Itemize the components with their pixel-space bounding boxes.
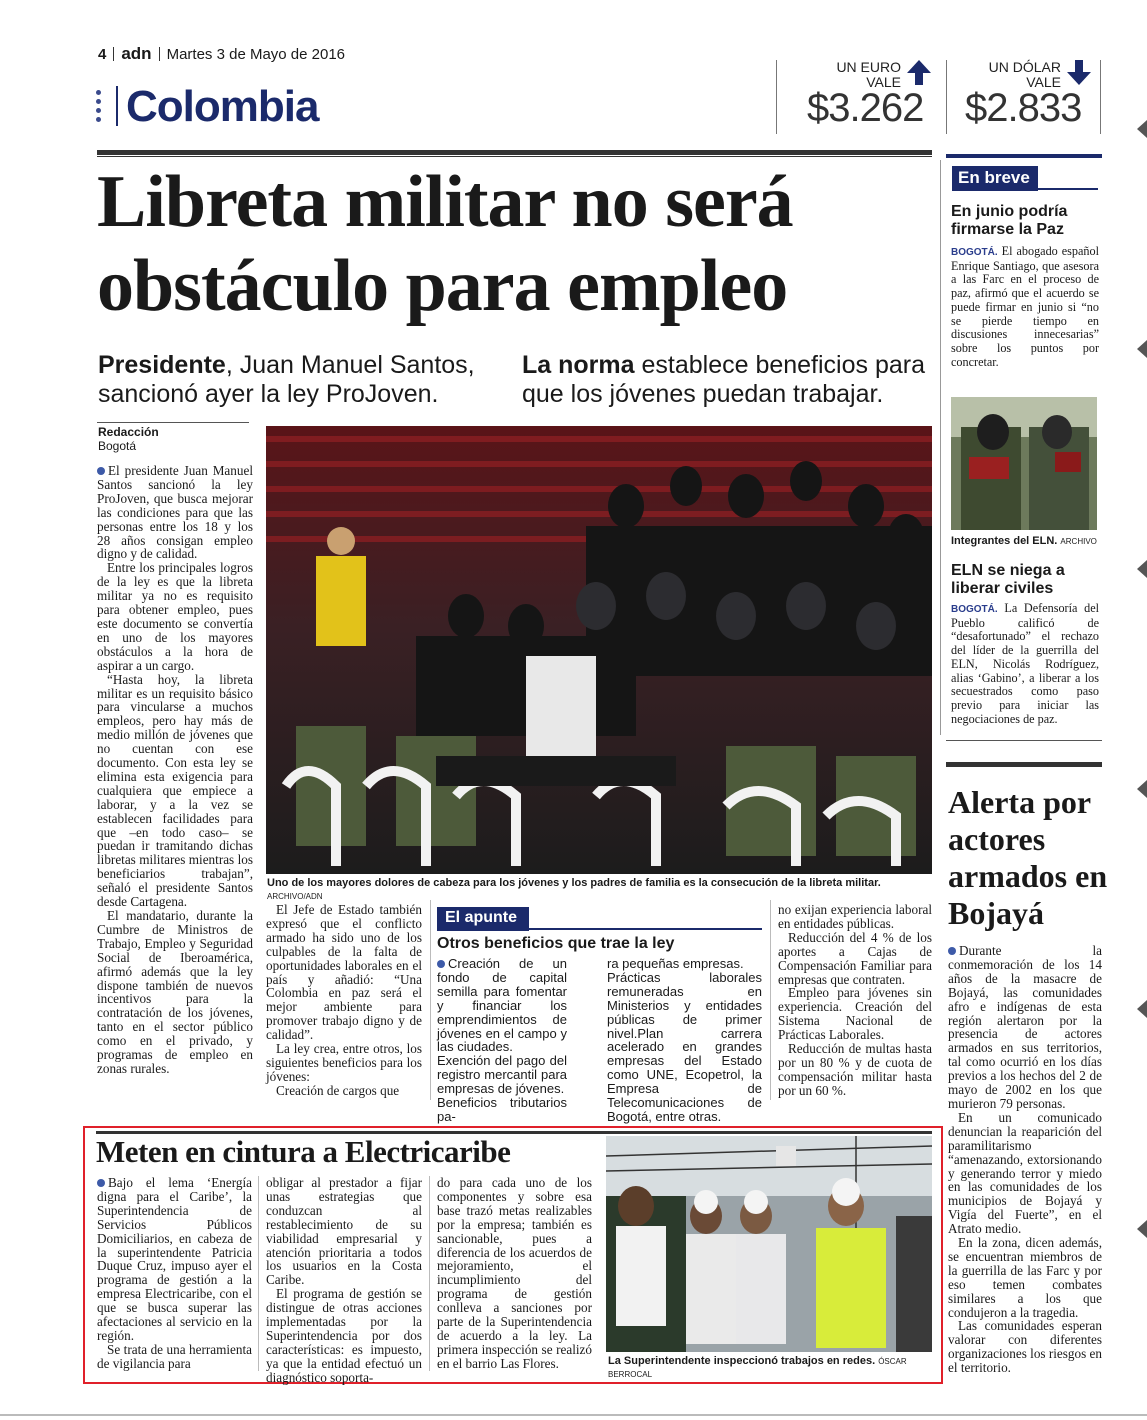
byline (98, 425, 159, 453)
caption-text: Uno de los mayores dolores de cabeza para los jóvenes y los padres de familia es la consecución de la libreta militar. (267, 877, 881, 889)
paragraph: El mandatario, durante la Cumbre de Ministros de Trabajo, Empleo y Seguridad Social de Iberoamérica, afirmó además que la ley dispone también de nuevos incentivos para la contratación de los jóvenes, tanto en el sector público como en el privado, y programas de empleo en zonas rurales. (97, 908, 253, 1076)
bullet-icon (97, 467, 105, 475)
section-dots-icon (96, 90, 102, 126)
superintendent-inspection-image (606, 1136, 932, 1352)
paragraph: Exención del pago del registro mercantil para empresas de jóvenes. (437, 1053, 567, 1097)
stadium-crowd-image (266, 426, 932, 874)
electricaribe-headline: Meten en cintura a Electricaribe (96, 1134, 511, 1169)
subheadline-left (98, 351, 488, 409)
paragraph: Reducción de multas hasta por un 80 % y de cuota de compensación militar hasta por un 60 %. (778, 1041, 932, 1098)
sidebar-top-rule (946, 154, 1102, 158)
issue-date: Martes 3 de Mayo de 2016 (166, 46, 346, 63)
paragraph: La Defensoría del Pueblo calificó de “desafortunado” el rechazo del líder de la guerrilla del ELN, Nicolás Rodríguez, alias ‘Gabino’, a liberar a los secuestrados como paso previo para iniciar las negociaciones de paz. (951, 601, 1099, 726)
paragraph: El Jefe de Estado también expresó que el conflicto armado ha sido uno de los culpables de la falta de oportunidades laborales en el país y añadió: “Una Colombia en paz será el mejor ambiente para promover trabajo digno y de calidad”. (266, 902, 422, 1043)
subheadline-right (522, 351, 934, 409)
top-rule-thin (97, 156, 932, 157)
paragraph: En la zona, dicen además, se encuentran miembros de la guerrilla de las Farc y por eso temen combates similares a los que condujeron a la tragedia. (948, 1235, 1102, 1320)
brand-logo: adn (121, 44, 152, 63)
euro-label: UN EURO (836, 59, 901, 75)
paragraph: no exijan experiencia laboral en entidades públicas. (778, 902, 932, 931)
apunte-rule (529, 928, 762, 930)
en-breve-rule (1038, 188, 1098, 190)
breve-item-2-text (951, 602, 1099, 726)
eln-photo-caption (951, 535, 1101, 548)
page-bottom-edge (0, 1414, 1147, 1416)
paragraph: El abogado español Enrique Santiago, que asesora a las Farc en el proceso de paz, afirmó que el acuerdo se puede firmar en junio si “no se pierde tiempo en discusiones innecesarias” sobre los puntos por concretar. (951, 244, 1099, 369)
page-edge-mark (1137, 340, 1147, 358)
location-label: BOGOTÁ. (951, 604, 998, 615)
page-edge-mark (1137, 560, 1147, 578)
apunte-column-3 (778, 903, 932, 1098)
paragraph: Prácticas laborales remuneradas en Ministerios y entidades públicas de primer nivel.Plan carrera acelerado en grandes empresas del Estado como UNE, Ecopetrol, la Empresa de Telecomunicaciones de Bogotá, entre otras. (607, 969, 762, 1124)
paragraph: Beneficios tributarios pa- (437, 1095, 567, 1124)
bullet-icon (97, 1179, 105, 1187)
caption-text: Integrantes del ELN. (951, 535, 1058, 547)
electricaribe-photo (606, 1136, 932, 1352)
euro-value: $3.262 (807, 86, 924, 130)
paragraph: Reducción del 4 % de los aportes a Cajas de Compensación Familiar para empresas que contraten. (778, 929, 932, 987)
byline-city: Bogotá (98, 439, 137, 453)
sidebar-bottom-rule (946, 740, 1102, 741)
paragraph: Bajo el lema ‘Energía digna para el Caribe’, la Superintendencia de Servicios Públicos Domiciliarios, en cabeza de la superintendente Patricia Duque Cruz, impuso ayer el programa de gestión a la empresa Electricaribe, con el que se busca superar las afectaciones al servicio en la región. (97, 1175, 252, 1343)
headline-line-2: obstáculo para empleo (97, 245, 788, 327)
subheadline-left-bold: Presidente (98, 351, 226, 379)
page-edge-mark (1137, 1220, 1147, 1238)
paragraph: Se trata de una herramienta de vigilancia para (97, 1341, 252, 1371)
page-edge-mark (1137, 120, 1147, 138)
paragraph: “Hasta hoy, la libreta militar es un requisito básico para vincularse a muchos empleos, pero hay más de medio millón de jóvenes que no cuentan con ese documento. Con esta ley se elimina esta exigencia para cualquiera que empiece a laborar, y a la vez se establecen facilidades para que –en todo caso– se puedan ir tramitando dichas libretas militares mientras los beneficiarios trabajan”, señaló el presidente Santos desde Cartagena. (97, 671, 253, 910)
dollar-rate-box (946, 60, 1102, 134)
dollar-label-2: VALE (1026, 74, 1061, 90)
alerta-text (948, 944, 1102, 1375)
bullet-icon (437, 960, 445, 968)
breve-item-1-text (951, 245, 1099, 369)
photo-credit: ARCHIVO (1060, 537, 1097, 546)
headline-line-1: Libreta militar no será (97, 161, 793, 243)
eln-photo (951, 397, 1097, 530)
top-rule (97, 150, 932, 155)
paragraph: El programa de gestión se distingue de otras acciones implementadas por la Superintendencia por dos características: es impuesto, ya que la entidad efectuó un diagnóstico soporta- (266, 1286, 422, 1385)
caption-text: La Superintendente inspeccionó trabajos en redes. (608, 1355, 876, 1367)
photo-credit: ÓSCAR BERROCAL (608, 1357, 907, 1379)
page-edge-mark (1137, 1000, 1147, 1018)
alerta-top-rule (946, 762, 1102, 767)
euro-label-2: VALE (866, 74, 901, 90)
electricaribe-column-1 (97, 1176, 252, 1371)
apunte-title: Otros beneficios que trae la ley (437, 935, 675, 952)
paragraph: Las comunidades esperan valorar con diferentes organizaciones los riesgos en el territorio. (948, 1318, 1102, 1376)
paragraph: En un comunicado denuncian la reaparición del paramilitarismo “amenazando, extorsionando y generando terror y miedo en las comunidades de los municipios de Bojayá y Vigía del Fuerte”, en el Atrato medio. (948, 1109, 1102, 1237)
paragraph: Creación de cargos que (276, 1082, 400, 1098)
paragraph: El presidente Juan Manuel Santos sancionó la ley ProJoven, que busca mejorar las condiciones para que las personas entre los 18 y los 28 años consigan empleo digno y de calidad. (97, 463, 253, 562)
subheadline-right-text: establece beneficios para que los jóvenes puedan trabajar. (522, 351, 925, 408)
paragraph: obligar al prestador a fijar unas estrategias que conduzcan al restablecimiento de su viabilidad empresarial y atención prioritaria a todos los usuarios en la Costa Caribe. (266, 1175, 422, 1288)
euro-rate-box (776, 60, 946, 134)
main-headline (97, 160, 937, 328)
dollar-value: $2.833 (965, 86, 1082, 130)
page-edge-mark (1137, 780, 1147, 798)
paragraph: do para cada uno de los componentes y sobre esa base trazó metas realizables por la empresa; también es sancionable, pues a diferencia de los acuerdos de mejoramiento, el incumplimiento del programa de gestión conlleva a sanciones por parte de la Superintendencia de acuerdo a la ley. La primera inspección se realizó en el barrio Las Flores. (437, 1175, 592, 1371)
electricaribe-photo-caption (608, 1355, 934, 1381)
section-divider (116, 86, 118, 126)
paragraph: ra pequeñas empresas. (607, 956, 744, 971)
breve-item-2-title: ELN se niega a liberar civiles (951, 562, 1065, 597)
sidebar-divider (940, 160, 941, 735)
article-column-1 (97, 464, 253, 1076)
paragraph: Creación de un fondo de capital semilla para fomentar y financiar los emprendimientos de jóvenes en el campo y las ciudades. (437, 956, 567, 1055)
breve-item-1-title: En junio podría firmarse la Paz (951, 203, 1068, 238)
dollar-label: UN DÓLAR (988, 59, 1061, 75)
electricaribe-column-3 (437, 1176, 592, 1371)
byline-name: Redacción (98, 425, 159, 439)
paragraph: La ley crea, entre otros, los siguientes beneficios para los jóvenes: (266, 1041, 422, 1084)
en-breve-tag: En breve (952, 166, 1038, 191)
subheadline-left-text: , Juan Manuel Santos, sancionó ayer la ley ProJoven. (98, 351, 475, 408)
subheadline-right-bold: La norma (522, 351, 635, 379)
main-photo (266, 426, 932, 874)
location-label: BOGOTÁ. (951, 247, 998, 258)
apunte-column-1 (437, 957, 567, 1124)
paragraph: Empleo para jóvenes sin experiencia. Creación del Sistema Nacional de Prácticas Laborales. (778, 985, 932, 1043)
arrow-down-icon (1067, 60, 1091, 85)
eln-guerrilla-image (951, 397, 1097, 530)
main-photo-caption (267, 877, 932, 903)
arrow-up-icon (907, 60, 931, 85)
apunte-tag: El apunte (437, 907, 529, 931)
section-title: Colombia (126, 82, 319, 131)
article-column-2 (266, 903, 422, 1098)
page-number: 4 (98, 46, 107, 63)
paragraph: Entre los principales logros de la ley es que la libreta militar ya no es requisito para obtener empleo, pues este documento se convertía en uno de los mayores obstáculos a la hora de aspirar a un cargo. (97, 560, 253, 673)
electricaribe-column-2 (266, 1176, 422, 1385)
apunte-column-2 (607, 957, 762, 1124)
bullet-icon (948, 947, 956, 955)
paragraph: Durante la conmemoración de los 14 años de la masacre de Bojayá, las comunidades afro e indígenas de esta región alertaron por la presencia de actores armados en sus territorios, tal como ocurrió en los días previos a los hechos del 2 de mayo de 2002 en los que murieron 79 personas. (948, 943, 1102, 1111)
photo-credit: ARCHIVO/ADN (267, 892, 323, 901)
page-header (98, 44, 345, 64)
alerta-headline: Alerta por actores armados en Bojayá (948, 784, 1108, 931)
